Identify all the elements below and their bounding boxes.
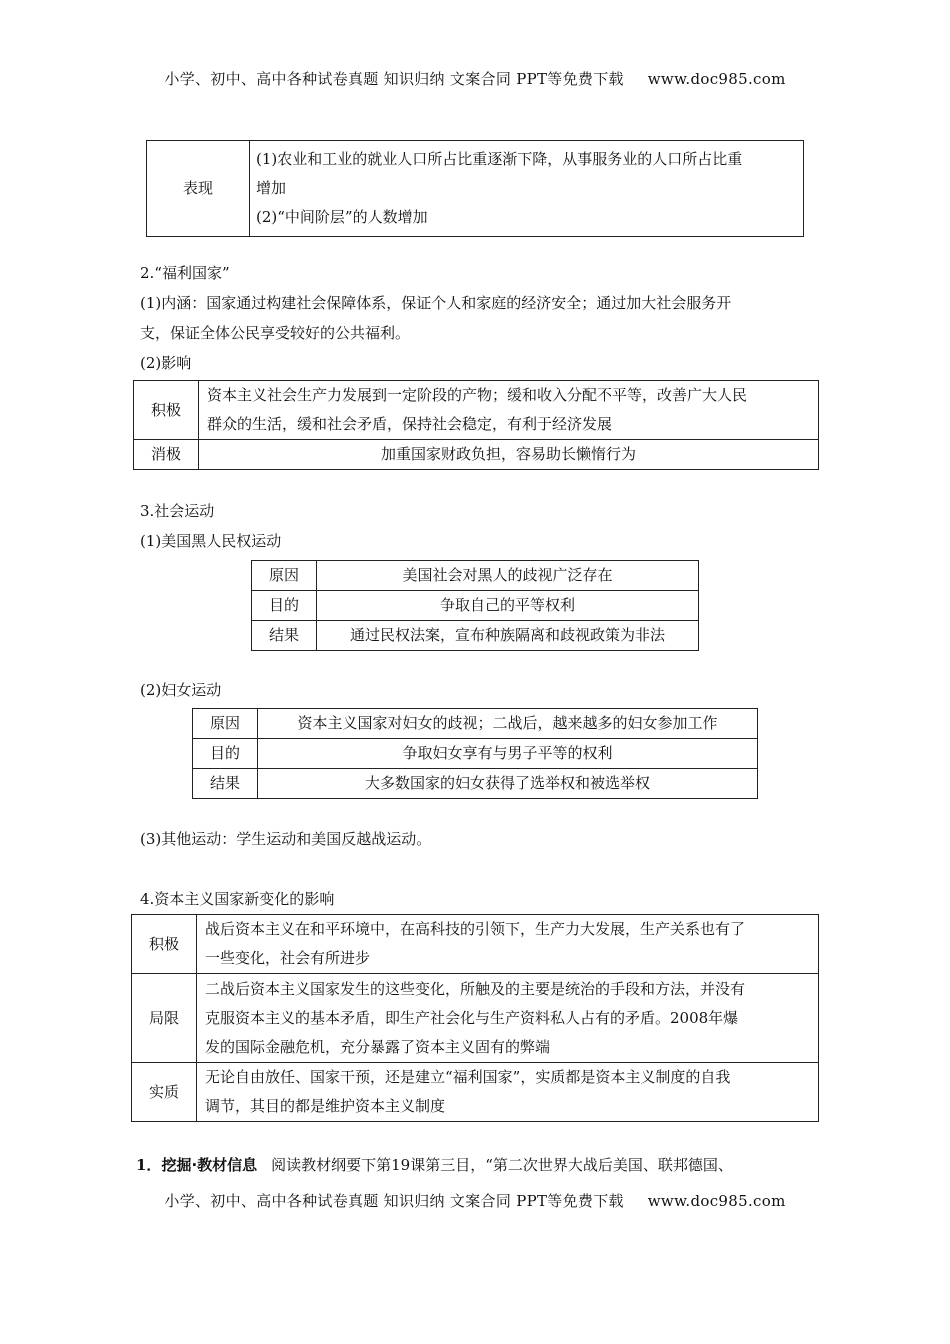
table-label: 目的 xyxy=(193,739,258,769)
table-cell: 美国社会对黑人的歧视广泛存在 xyxy=(317,561,699,591)
table-label: 局限 xyxy=(132,974,197,1063)
table-cell: 加重国家财政负担，容易助长懒惰行为 xyxy=(199,440,819,470)
table-label: 表现 xyxy=(147,141,250,237)
text-line: 无论自由放任、国家干预，还是建立“福利国家”，实质都是资本主义制度的自我 xyxy=(205,1068,731,1086)
exercise-line xyxy=(136,1150,836,1180)
subsection-title: (2)影响 xyxy=(140,354,192,372)
table-label: 原因 xyxy=(193,709,258,739)
text-line: (1)农业和工业的就业人口所占比重逐渐下降，从事服务业的人口所占比重 xyxy=(256,150,743,168)
table-xinbianhua xyxy=(131,914,819,1122)
text-line: 一些变化，社会有所进步 xyxy=(205,949,371,967)
table-cell: 争取自己的平等权利 xyxy=(317,591,699,621)
table-label: 原因 xyxy=(252,561,317,591)
table-cell xyxy=(199,381,819,440)
text-line: 增加 xyxy=(256,179,287,197)
table-cell xyxy=(197,974,819,1063)
exercise-tag: 挖掘·教材信息 xyxy=(161,1156,258,1174)
text-line: 资本主义社会生产力发展到一定阶段的产物；缓和收入分配不平等，改善广大人民 xyxy=(207,386,748,404)
paragraph-line: 支，保证全体公民享受较好的公共福利。 xyxy=(140,324,411,342)
text-line: 发的国际金融危机，充分暴露了资本主义固有的弊端 xyxy=(205,1037,551,1056)
table-cell xyxy=(197,915,819,974)
page-header xyxy=(0,68,950,89)
table-cell: 通过民权法案，宣布种族隔离和歧视政策为非法 xyxy=(317,621,699,651)
exercise-text: 阅读教材纲要下第19课第三目，“第二次世界大战后美国、联邦德国、 xyxy=(271,1156,733,1174)
table-label: 实质 xyxy=(132,1063,197,1122)
table-cell: 大多数国家的妇女获得了选举权和被选举权 xyxy=(258,769,758,799)
table-cell xyxy=(250,141,804,237)
footer-site: www.doc985.com xyxy=(647,1192,786,1210)
table-cell: 资本主义国家对妇女的歧视；二战后，越来越多的妇女参加工作 xyxy=(258,709,758,739)
table-label: 积极 xyxy=(132,915,197,974)
table-funv xyxy=(192,708,758,799)
footer-text: 小学、初中、高中各种试卷真题 知识归纳 文案合同 PPT等免费下载 xyxy=(164,1192,624,1210)
paragraph-line: (3)其他运动：学生运动和美国反越战运动。 xyxy=(140,830,432,848)
header-text: 小学、初中、高中各种试卷真题 知识归纳 文案合同 PPT等免费下载 xyxy=(164,70,624,88)
paragraph-line: (1)内涵：国家通过构建社会保障体系，保证个人和家庭的经济安全；通过加大社会服务开 xyxy=(140,294,732,312)
text-line: 战后资本主义在和平环境中，在高科技的引领下，生产力大发展，生产关系也有了 xyxy=(205,920,746,938)
section-title: 3.社会运动 xyxy=(140,502,215,520)
table-label: 积极 xyxy=(134,381,199,440)
section-title: 2.“福利国家” xyxy=(140,264,230,282)
header-site: www.doc985.com xyxy=(647,70,786,88)
table-label: 结果 xyxy=(193,769,258,799)
text-line: 群众的生活，缓和社会矛盾，保持社会稳定，有利于经济发展 xyxy=(207,415,613,433)
page-footer xyxy=(0,1190,950,1211)
table-label: 目的 xyxy=(252,591,317,621)
table-minquan xyxy=(251,560,699,651)
table-label: 结果 xyxy=(252,621,317,651)
text-line: 调节，其目的都是维护资本主义制度 xyxy=(205,1097,446,1115)
text-line: (2)“中间阶层”的人数增加 xyxy=(256,208,428,226)
text-line: 二战后资本主义国家发生的这些变化，所触及的主要是统治的手段和方法，并没有 xyxy=(205,979,746,998)
table-cell xyxy=(197,1063,819,1122)
table-cell: 争取妇女享有与男子平等的权利 xyxy=(258,739,758,769)
subsection-title: (1)美国黑人民权运动 xyxy=(140,532,282,550)
exercise-number: 1． xyxy=(136,1156,162,1174)
text-line: 克服资本主义的基本矛盾，即生产社会化与生产资料私人占有的矛盾。2008年爆 xyxy=(205,1008,739,1027)
subsection-title: (2)妇女运动 xyxy=(140,681,222,699)
table-label: 消极 xyxy=(134,440,199,470)
table-biaoxian xyxy=(146,140,804,237)
table-fuli-yingxiang xyxy=(133,380,819,470)
section-title: 4.资本主义国家新变化的影响 xyxy=(140,890,335,908)
